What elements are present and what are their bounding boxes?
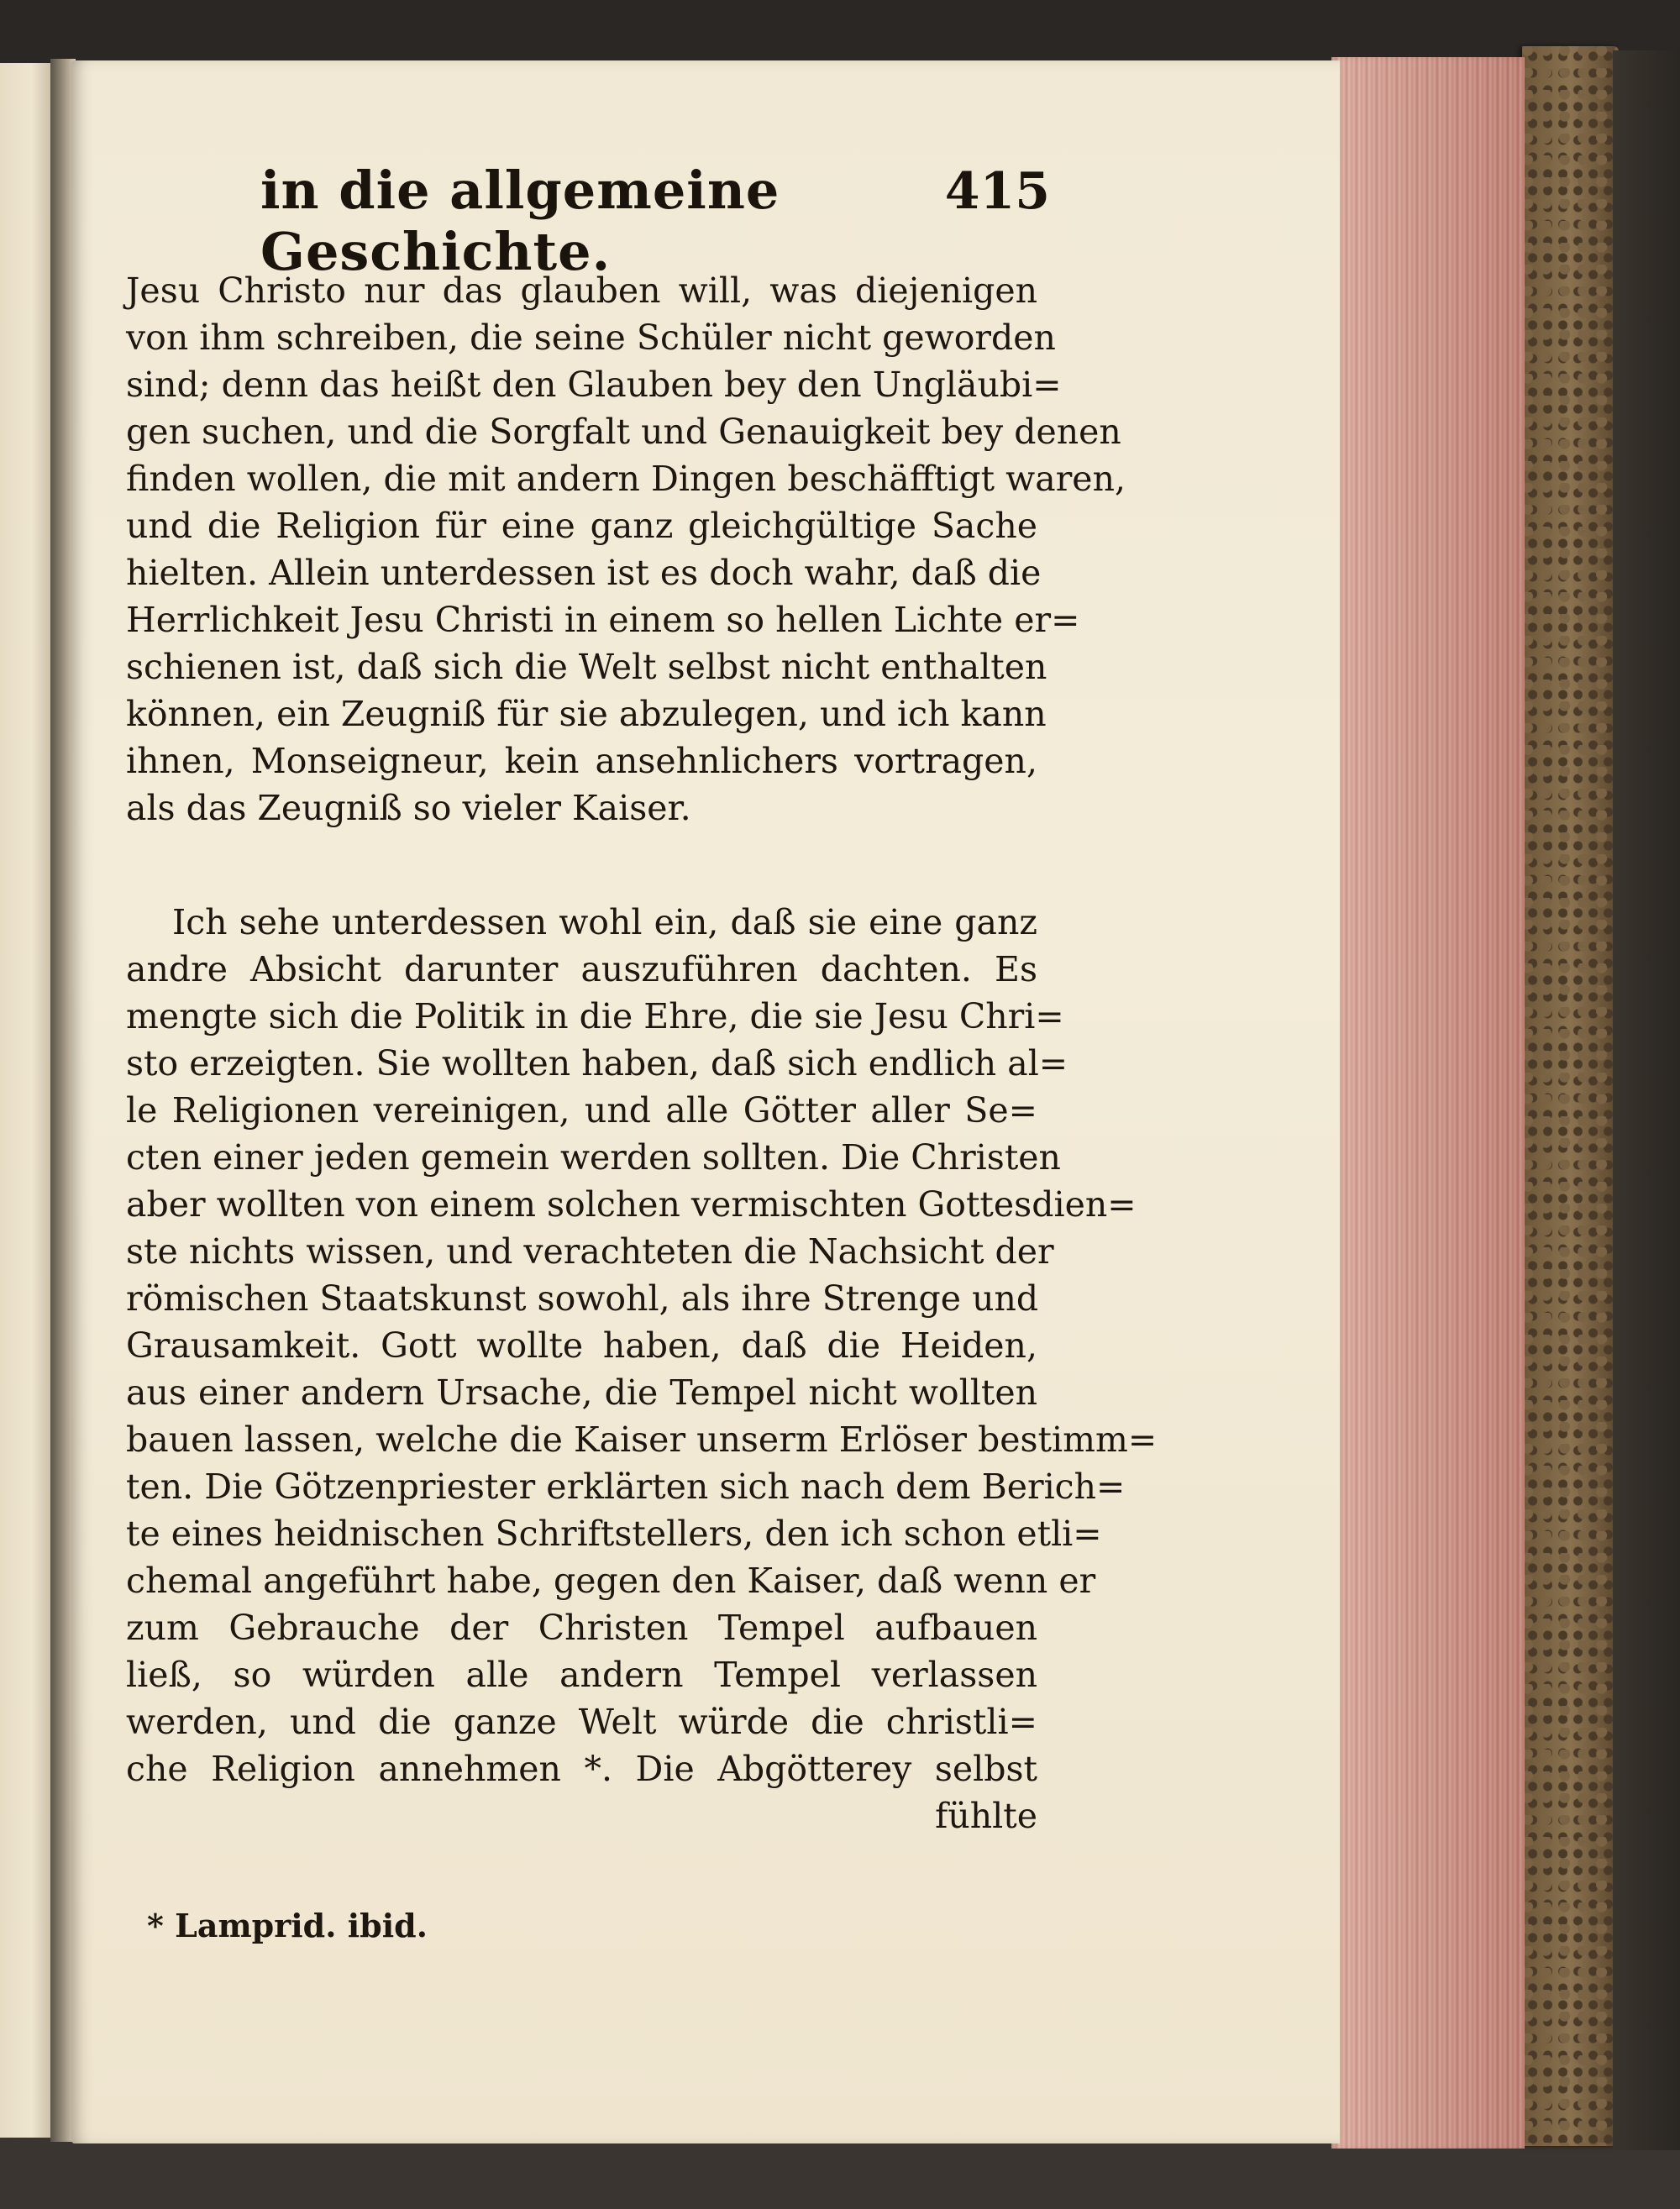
text-line: schienen ist, daß sich die Welt selbst nicht enthalten [126,647,1047,687]
text-line: mengte sich die Politik in die Ehre, die sie Jesu Chri= [126,996,1064,1036]
text-line: werden, und die ganze Welt würde die christli= [126,1702,1037,1742]
text-line: chemal angeführt habe, gegen den Kaiser, daß wenn er [126,1561,1096,1601]
catchword: fühlte [935,1796,1037,1836]
footnote: * Lamprid. ibid. [147,1907,428,1944]
text-line: römischen Staatskunst sowohl, als ihre Strenge und [126,1278,1039,1319]
text-line: bauen lassen, welche die Kaiser unserm Erlöser bestimm= [126,1419,1158,1460]
text-line: aber wollten von einem solchen vermischten Gottesdien= [126,1184,1137,1225]
facing-page-edge [0,63,54,2138]
text-line: Herrlichkeit Jesu Christi in einem so hellen Lichte er= [126,600,1080,640]
running-head [260,160,1050,282]
text-line: te eines heidnischen Schriftstellers, den ich schon etli= [126,1514,1102,1554]
text-line: Grausamkeit. Gott wollte haben, daß die Heiden, [126,1325,1037,1366]
text-line: ihnen, Monseigneur, kein ansehnlichers vortragen, [126,741,1037,781]
text-line: finden wollen, die mit andern Dingen beschäfftigt waren, [126,459,1126,499]
text-line: Jesu Christo nur das glauben will, was diejenigen [126,270,1037,311]
text-line: gen suchen, und die Sorgfalt und Genauigkeit bey denen [126,412,1121,452]
cover-shadow [1613,50,1680,2150]
page-number: 415 [944,162,1050,221]
text-line: und die Religion für eine ganz gleichgültige Sache [126,506,1037,546]
text-line: andre Absicht darunter auszuführen dachten. Es [126,949,1037,989]
text-line: le Religionen vereinigen, und alle Götter aller Se= [126,1090,1037,1131]
page-edges-shade [1331,57,1525,2149]
text-line: hielten. Allein unterdessen ist es doch wahr, daß die [126,553,1042,593]
text-line: aus einer andern Ursache, die Tempel nicht wollten [126,1372,1037,1413]
text-line: ließ, so würden alle andern Tempel verlassen [126,1655,1037,1695]
text-line: ten. Die Götzenpriester erklärten sich nach dem Berich= [126,1467,1126,1507]
text-line: können, ein Zeugniß für sie abzulegen, und ich kann [126,694,1047,734]
marbled-cover [1522,46,1619,2146]
text-line: von ihm schreiben, die seine Schüler nicht geworden [126,317,1056,358]
text-line: che Religion annehmen *. Die Abgötterey selbst [126,1749,1037,1789]
text-line: zum Gebrauche der Christen Tempel aufbauen [126,1608,1037,1648]
text-line: als das Zeugniß so vieler Kaiser. [126,788,691,828]
text-line: Ich sehe unterdessen wohl ein, daß sie eine ganz [172,902,1037,942]
text-line: sto erzeigten. Sie wollten haben, daß sich endlich al= [126,1043,1068,1084]
text-line: sind; denn das heißt den Glauben bey den Ungläubi= [126,365,1062,405]
text-line: ste nichts wissen, und verachteten die Nachsicht der [126,1231,1054,1272]
running-title: in die allgemeine Geschichte. [260,160,780,282]
text-line: cten einer jeden gemein werden sollten. Die Christen [126,1137,1061,1178]
